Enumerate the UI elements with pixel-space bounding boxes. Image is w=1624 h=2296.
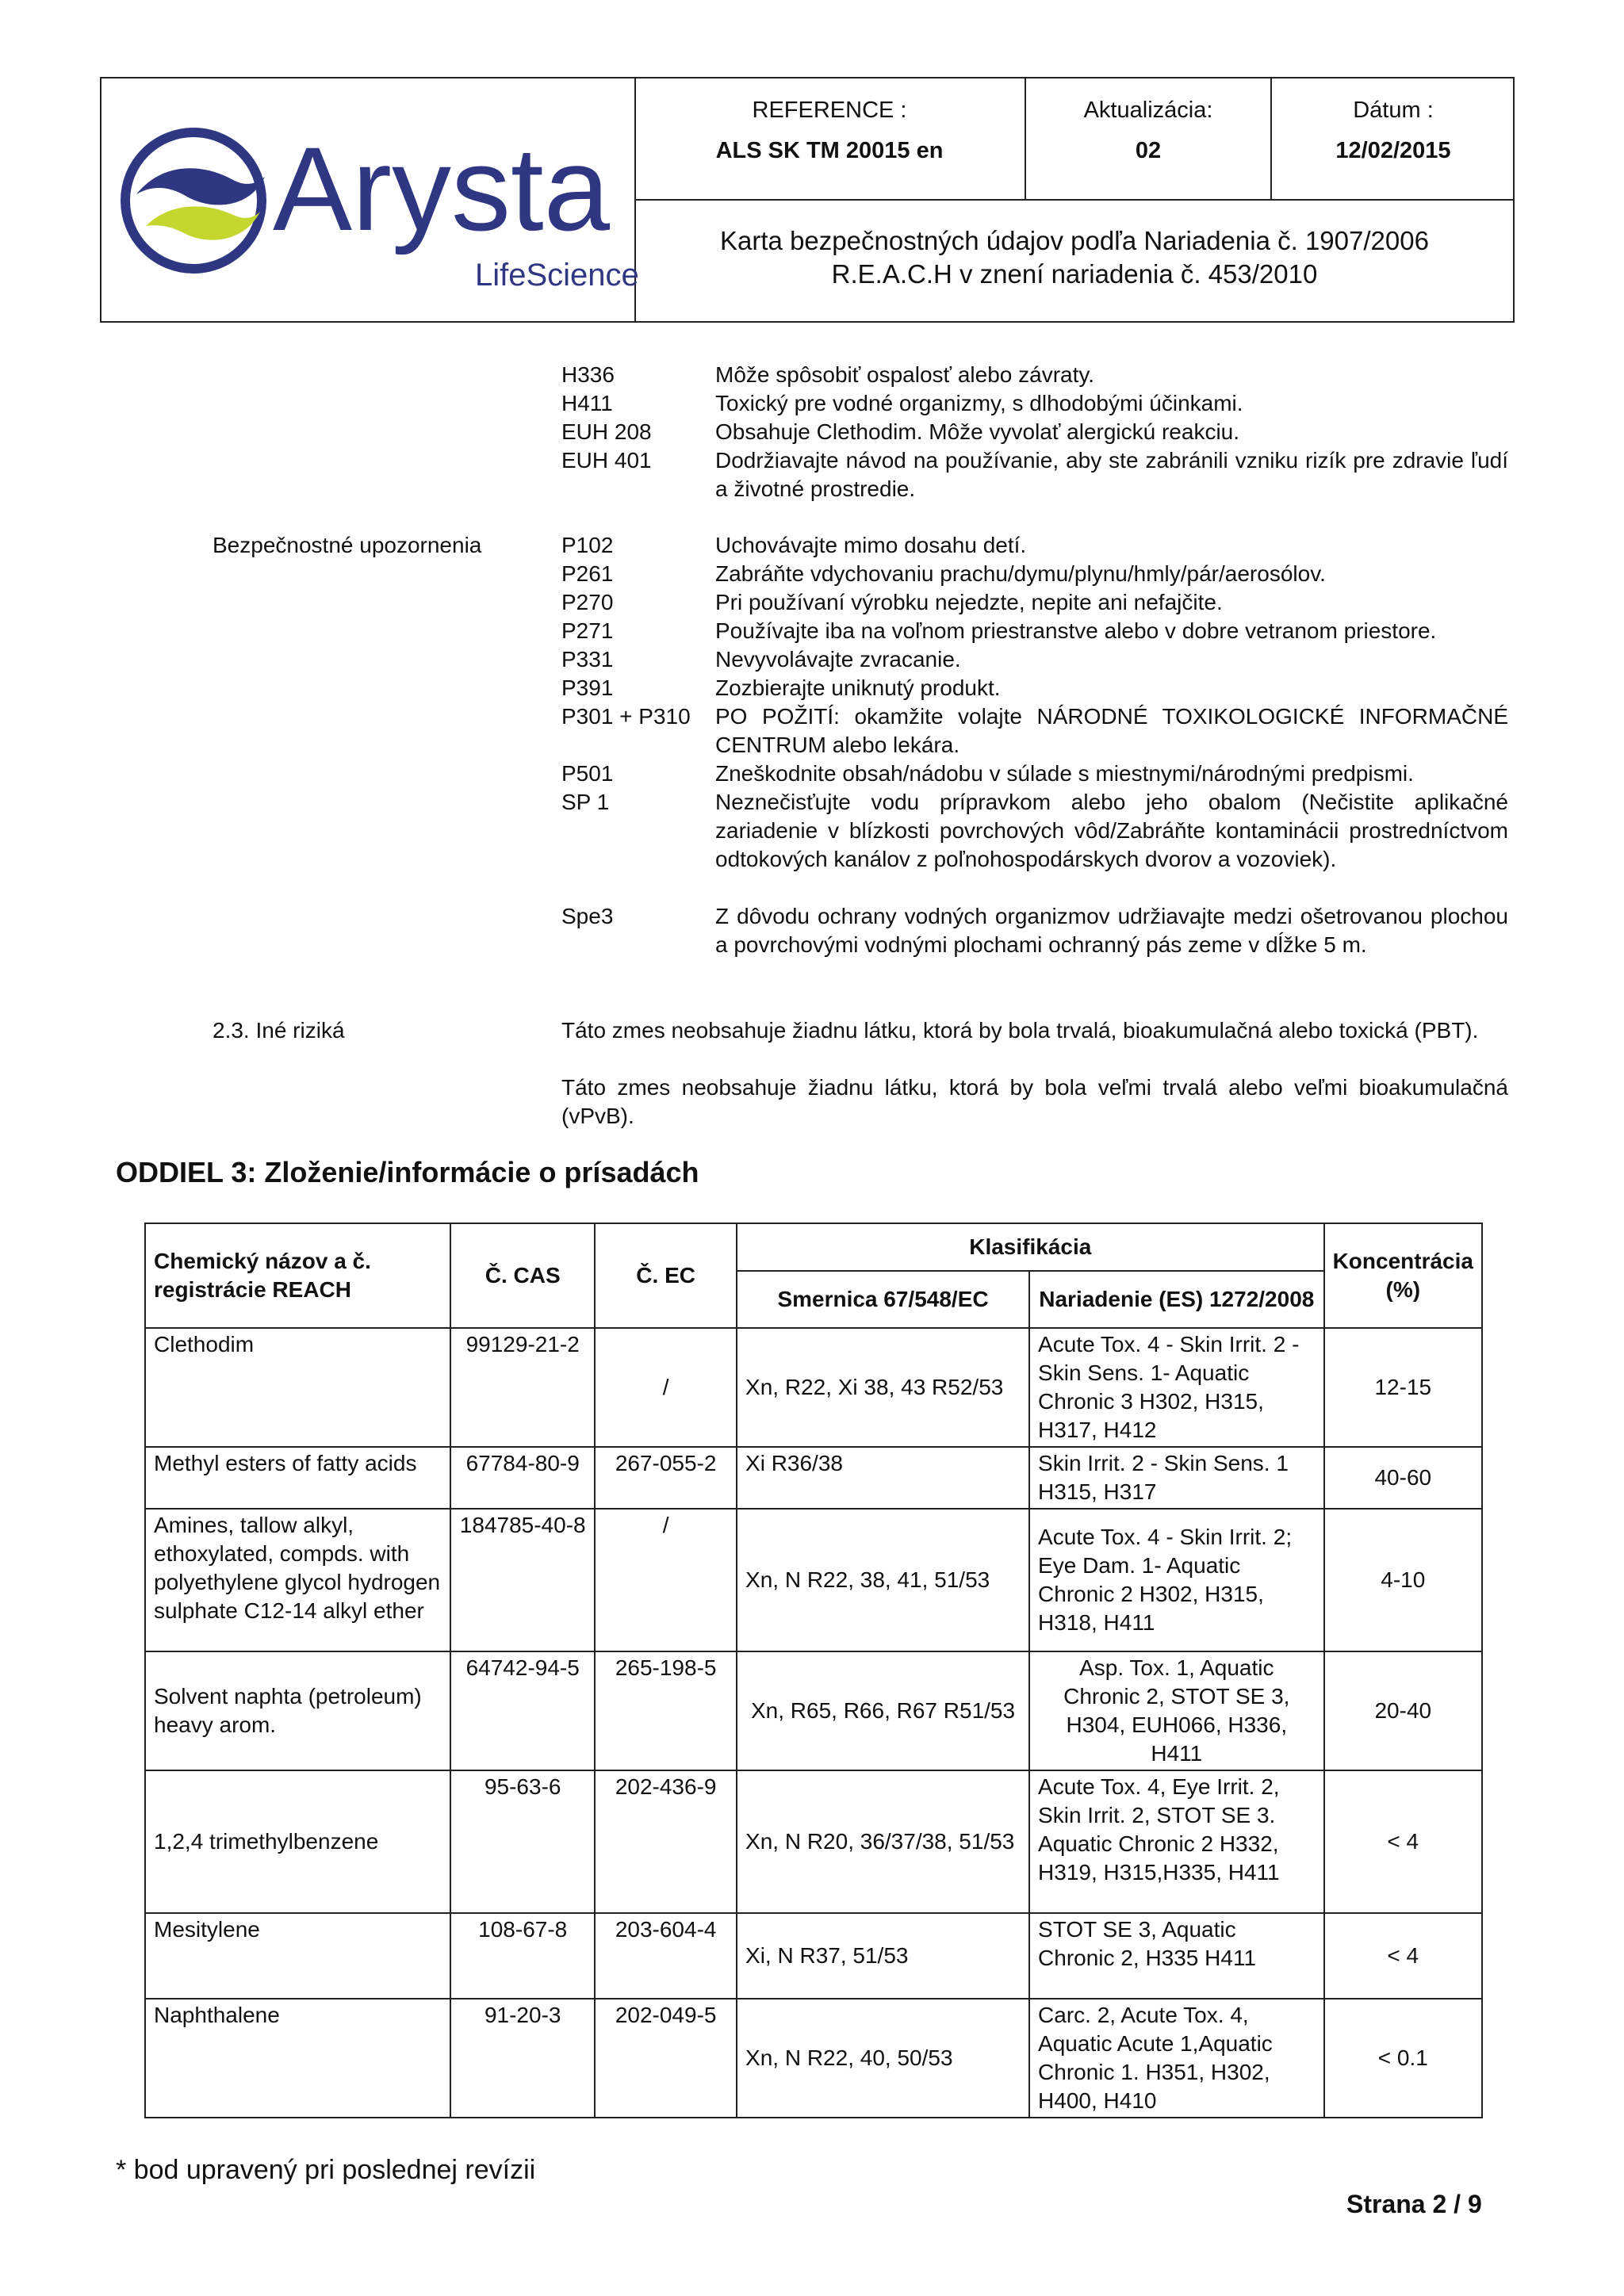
cell-directive: Xn, N R20, 36/37/38, 51/53 bbox=[737, 1770, 1029, 1913]
cell-regulation: Skin Irrit. 2 - Skin Sens. 1 H315, H317 bbox=[1029, 1447, 1324, 1509]
table-header-row bbox=[145, 1223, 1482, 1271]
logo-wave-lime bbox=[146, 206, 260, 239]
cell-ec: 202-436-9 bbox=[595, 1770, 737, 1913]
precaution-text: Pri používaní výrobku nejedzte, nepite ani nefajčite. bbox=[715, 590, 1223, 614]
cell-cas: 95-63-6 bbox=[450, 1770, 595, 1913]
cell-cas: 64742-94-5 bbox=[450, 1651, 595, 1770]
hazard-text: Dodržiavajte návod na používanie, aby ste zabránili vzniku rizík pre zdravie ľudí a životné prostredie. bbox=[715, 448, 1508, 501]
table-row bbox=[145, 1328, 1482, 1447]
table-row bbox=[145, 1509, 1482, 1651]
cell-concentration: < 0.1 bbox=[1324, 1999, 1482, 2118]
cell-concentration: < 4 bbox=[1324, 1770, 1482, 1913]
precaution-text: Nevyvolávajte zvracanie. bbox=[715, 647, 961, 672]
composition-table bbox=[144, 1223, 1483, 2118]
cell-cas: 99129-21-2 bbox=[450, 1328, 595, 1447]
other-risks-vpvb: Táto zmes neobsahuje žiadnu látku, ktorá by bola veľmi trvalá alebo veľmi bioakumulačná (vPvB). bbox=[561, 1075, 1508, 1128]
precaution-code: Spe3 bbox=[561, 904, 614, 928]
cell-concentration: < 4 bbox=[1324, 1913, 1482, 1999]
document-title-line2: R.E.A.C.H v znení nariadenia č. 453/2010 bbox=[831, 259, 1318, 289]
hazard-text: Môže spôsobiť ospalosť alebo závraty. bbox=[715, 362, 1095, 387]
cell-name: Methyl esters of fatty acids bbox=[145, 1447, 450, 1509]
precaution-code: P261 bbox=[561, 561, 614, 586]
document-title bbox=[634, 201, 1515, 321]
cell-directive: Xn, R22, Xi 38, 43 R52/53 bbox=[737, 1328, 1029, 1447]
cell-ec: / bbox=[595, 1509, 737, 1651]
cell-cas: 67784-80-9 bbox=[450, 1447, 595, 1509]
header-concentration: Koncentrácia (%) bbox=[1324, 1223, 1482, 1328]
cell-cas: 108-67-8 bbox=[450, 1913, 595, 1999]
cell-name: Amines, tallow alkyl, ethoxylated, compds. with polyethylene glycol hydrogen sulphate C12-14 alkyl ether bbox=[145, 1509, 450, 1651]
arysta-logo bbox=[114, 91, 639, 305]
hazard-text: Toxický pre vodné organizmy, s dlhodobými účinkami. bbox=[715, 391, 1243, 415]
page-number: Strana 2 / 9 bbox=[1346, 2190, 1482, 2218]
revision-value: 02 bbox=[1135, 138, 1162, 163]
precaution-code: P331 bbox=[561, 647, 614, 672]
cell-cas: 184785-40-8 bbox=[450, 1509, 595, 1651]
cell-regulation: Acute Tox. 4 - Skin Irrit. 2; Eye Dam. 1- Aquatic Chronic 2 H302, H315, H318, H411 bbox=[1029, 1509, 1324, 1651]
hazard-code: H336 bbox=[561, 362, 615, 387]
hazard-text: Obsahuje Clethodim. Môže vyvolať alergickú reakciu. bbox=[715, 419, 1240, 444]
cell-name: Naphthalene bbox=[145, 1999, 450, 2118]
cell-regulation: STOT SE 3, Aquatic Chronic 2, H335 H411 bbox=[1029, 1913, 1324, 1999]
cell-regulation: Carc. 2, Acute Tox. 4, Aquatic Acute 1,Aquatic Chronic 1. H351, H302, H400, H410 bbox=[1029, 1999, 1324, 2118]
cell-ec: / bbox=[595, 1328, 737, 1447]
precaution-text: Používajte iba na voľnom priestranstve alebo v dobre vetranom priestore. bbox=[715, 618, 1437, 643]
cell-regulation: Asp. Tox. 1, Aquatic Chronic 2, STOT SE 3, H304, EUH066, H336, H411 bbox=[1029, 1651, 1324, 1770]
other-risks-label: 2.3. Iné riziká bbox=[213, 1018, 345, 1043]
cell-directive: Xn, N R22, 40, 50/53 bbox=[737, 1999, 1029, 2118]
cell-ec: 203-604-4 bbox=[595, 1913, 737, 1999]
precaution-text: Uchovávajte mimo dosahu detí. bbox=[715, 533, 1027, 557]
cell-ec: 267-055-2 bbox=[595, 1447, 737, 1509]
document-title-line1: Karta bezpečnostných údajov podľa Nariadenia č. 1907/2006 bbox=[720, 226, 1429, 255]
cell-concentration: 12-15 bbox=[1324, 1328, 1482, 1447]
logo-subtitle: LifeScience bbox=[475, 258, 639, 293]
precaution-code: P301 + P310 bbox=[561, 704, 691, 729]
reference-label: REFERENCE : bbox=[752, 98, 907, 123]
precaution-text: Zneškodnite obsah/nádobu v súlade s miestnymi/národnými predpismi. bbox=[715, 761, 1414, 786]
table-row bbox=[145, 1447, 1482, 1509]
header-directive: Smernica 67/548/EC bbox=[737, 1271, 1029, 1328]
revision-cell bbox=[1026, 78, 1272, 201]
date-value: 12/02/2015 bbox=[1335, 138, 1451, 163]
cell-directive: Xn, N R22, 38, 41, 51/53 bbox=[737, 1509, 1029, 1651]
precautionary-label: Bezpečnostné upozornenia bbox=[213, 533, 482, 557]
precaution-code: P501 bbox=[561, 761, 614, 786]
precaution-code: P391 bbox=[561, 675, 614, 700]
hazard-code: EUH 208 bbox=[561, 419, 652, 444]
cell-concentration: 40-60 bbox=[1324, 1447, 1482, 1509]
cell-directive: Xi, N R37, 51/53 bbox=[737, 1913, 1029, 1999]
table-row bbox=[145, 1913, 1482, 1999]
header-chemical-name: Chemický názov a č. registrácie REACH bbox=[145, 1223, 450, 1328]
cell-concentration: 20-40 bbox=[1324, 1651, 1482, 1770]
table-row bbox=[145, 1999, 1482, 2118]
header-regulation: Nariadenie (ES) 1272/2008 bbox=[1029, 1271, 1324, 1328]
hazard-code: EUH 401 bbox=[561, 448, 652, 473]
cell-cas: 91-20-3 bbox=[450, 1999, 595, 2118]
precaution-code: P102 bbox=[561, 533, 614, 557]
precaution-text: Zozbierajte uniknutý produkt. bbox=[715, 675, 1001, 700]
logo-wave-navy bbox=[136, 168, 265, 205]
cell-regulation: Acute Tox. 4, Eye Irrit. 2, Skin Irrit. 2, STOT SE 3. Aquatic Chronic 2 H332, H319, H315,H335, H411 bbox=[1029, 1770, 1324, 1913]
table-row bbox=[145, 1770, 1482, 1913]
revision-footnote: * bod upravený pri poslednej revízii bbox=[116, 2155, 536, 2185]
table-row bbox=[145, 1651, 1482, 1770]
precaution-code: SP 1 bbox=[561, 790, 610, 814]
precaution-text: Z dôvodu ochrany vodných organizmov udržiavajte medzi ošetrovanou plochou a povrchovými vodnými plochami ochranný pás zeme v dĺžke 5 m. bbox=[715, 904, 1508, 957]
header-cas: Č. CAS bbox=[450, 1223, 595, 1328]
reference-value: ALS SK TM 20015 en bbox=[715, 138, 944, 163]
logo-ring bbox=[125, 132, 262, 269]
cell-name: Clethodim bbox=[145, 1328, 450, 1447]
cell-directive: Xi R36/38 bbox=[737, 1447, 1029, 1509]
date-cell bbox=[1272, 78, 1515, 201]
date-label: Dátum : bbox=[1353, 98, 1434, 123]
other-risks-pbt: Táto zmes neobsahuje žiadnu látku, ktorá by bola trvalá, bioakumulačná alebo toxická (PBT). bbox=[561, 1018, 1479, 1043]
precaution-text: Neznečisťujte vodu prípravkom alebo jeho obalom (Nečistite aplikačné zariadenie v blízkosti povrchových vôd/Zabráňte kontaminácii prostredníctvom odtokových kanálov z poľnohospodárskych dvorov a vozoviek). bbox=[715, 790, 1508, 871]
cell-directive: Xn, R65, R66, R67 R51/53 bbox=[737, 1651, 1029, 1770]
reference-cell bbox=[634, 78, 1026, 201]
cell-concentration: 4-10 bbox=[1324, 1509, 1482, 1651]
cell-ec: 202-049-5 bbox=[595, 1999, 737, 2118]
section3-title: ODDIEL 3: Zloženie/informácie o prísadách bbox=[116, 1156, 699, 1188]
logo-wordmark: Arysta bbox=[273, 122, 611, 255]
revision-label: Aktualizácia: bbox=[1083, 98, 1213, 123]
hazard-code: H411 bbox=[561, 391, 613, 415]
cell-ec: 265-198-5 bbox=[595, 1651, 737, 1770]
precaution-text: PO POŽITÍ: okamžite volajte NÁRODNÉ TOXIKOLOGICKÉ INFORMAČNÉ CENTRUM alebo lekára. bbox=[715, 704, 1508, 757]
cell-name: 1,2,4 trimethylbenzene bbox=[145, 1770, 450, 1913]
precaution-text: Zabráňte vdychovaniu prachu/dymu/plynu/hmly/pár/aerosólov. bbox=[715, 561, 1326, 586]
document-header bbox=[100, 77, 1515, 323]
cell-name: Solvent naphta (petroleum) heavy arom. bbox=[145, 1651, 450, 1770]
precaution-code: P271 bbox=[561, 618, 614, 643]
header-classification: Klasifikácia bbox=[737, 1223, 1324, 1271]
logo-cell bbox=[102, 78, 639, 321]
header-ec: Č. EC bbox=[595, 1223, 737, 1328]
cell-regulation: Acute Tox. 4 - Skin Irrit. 2 - Skin Sens. 1- Aquatic Chronic 3 H302, H315, H317, H412 bbox=[1029, 1328, 1324, 1447]
cell-name: Mesitylene bbox=[145, 1913, 450, 1999]
precaution-code: P270 bbox=[561, 590, 614, 614]
